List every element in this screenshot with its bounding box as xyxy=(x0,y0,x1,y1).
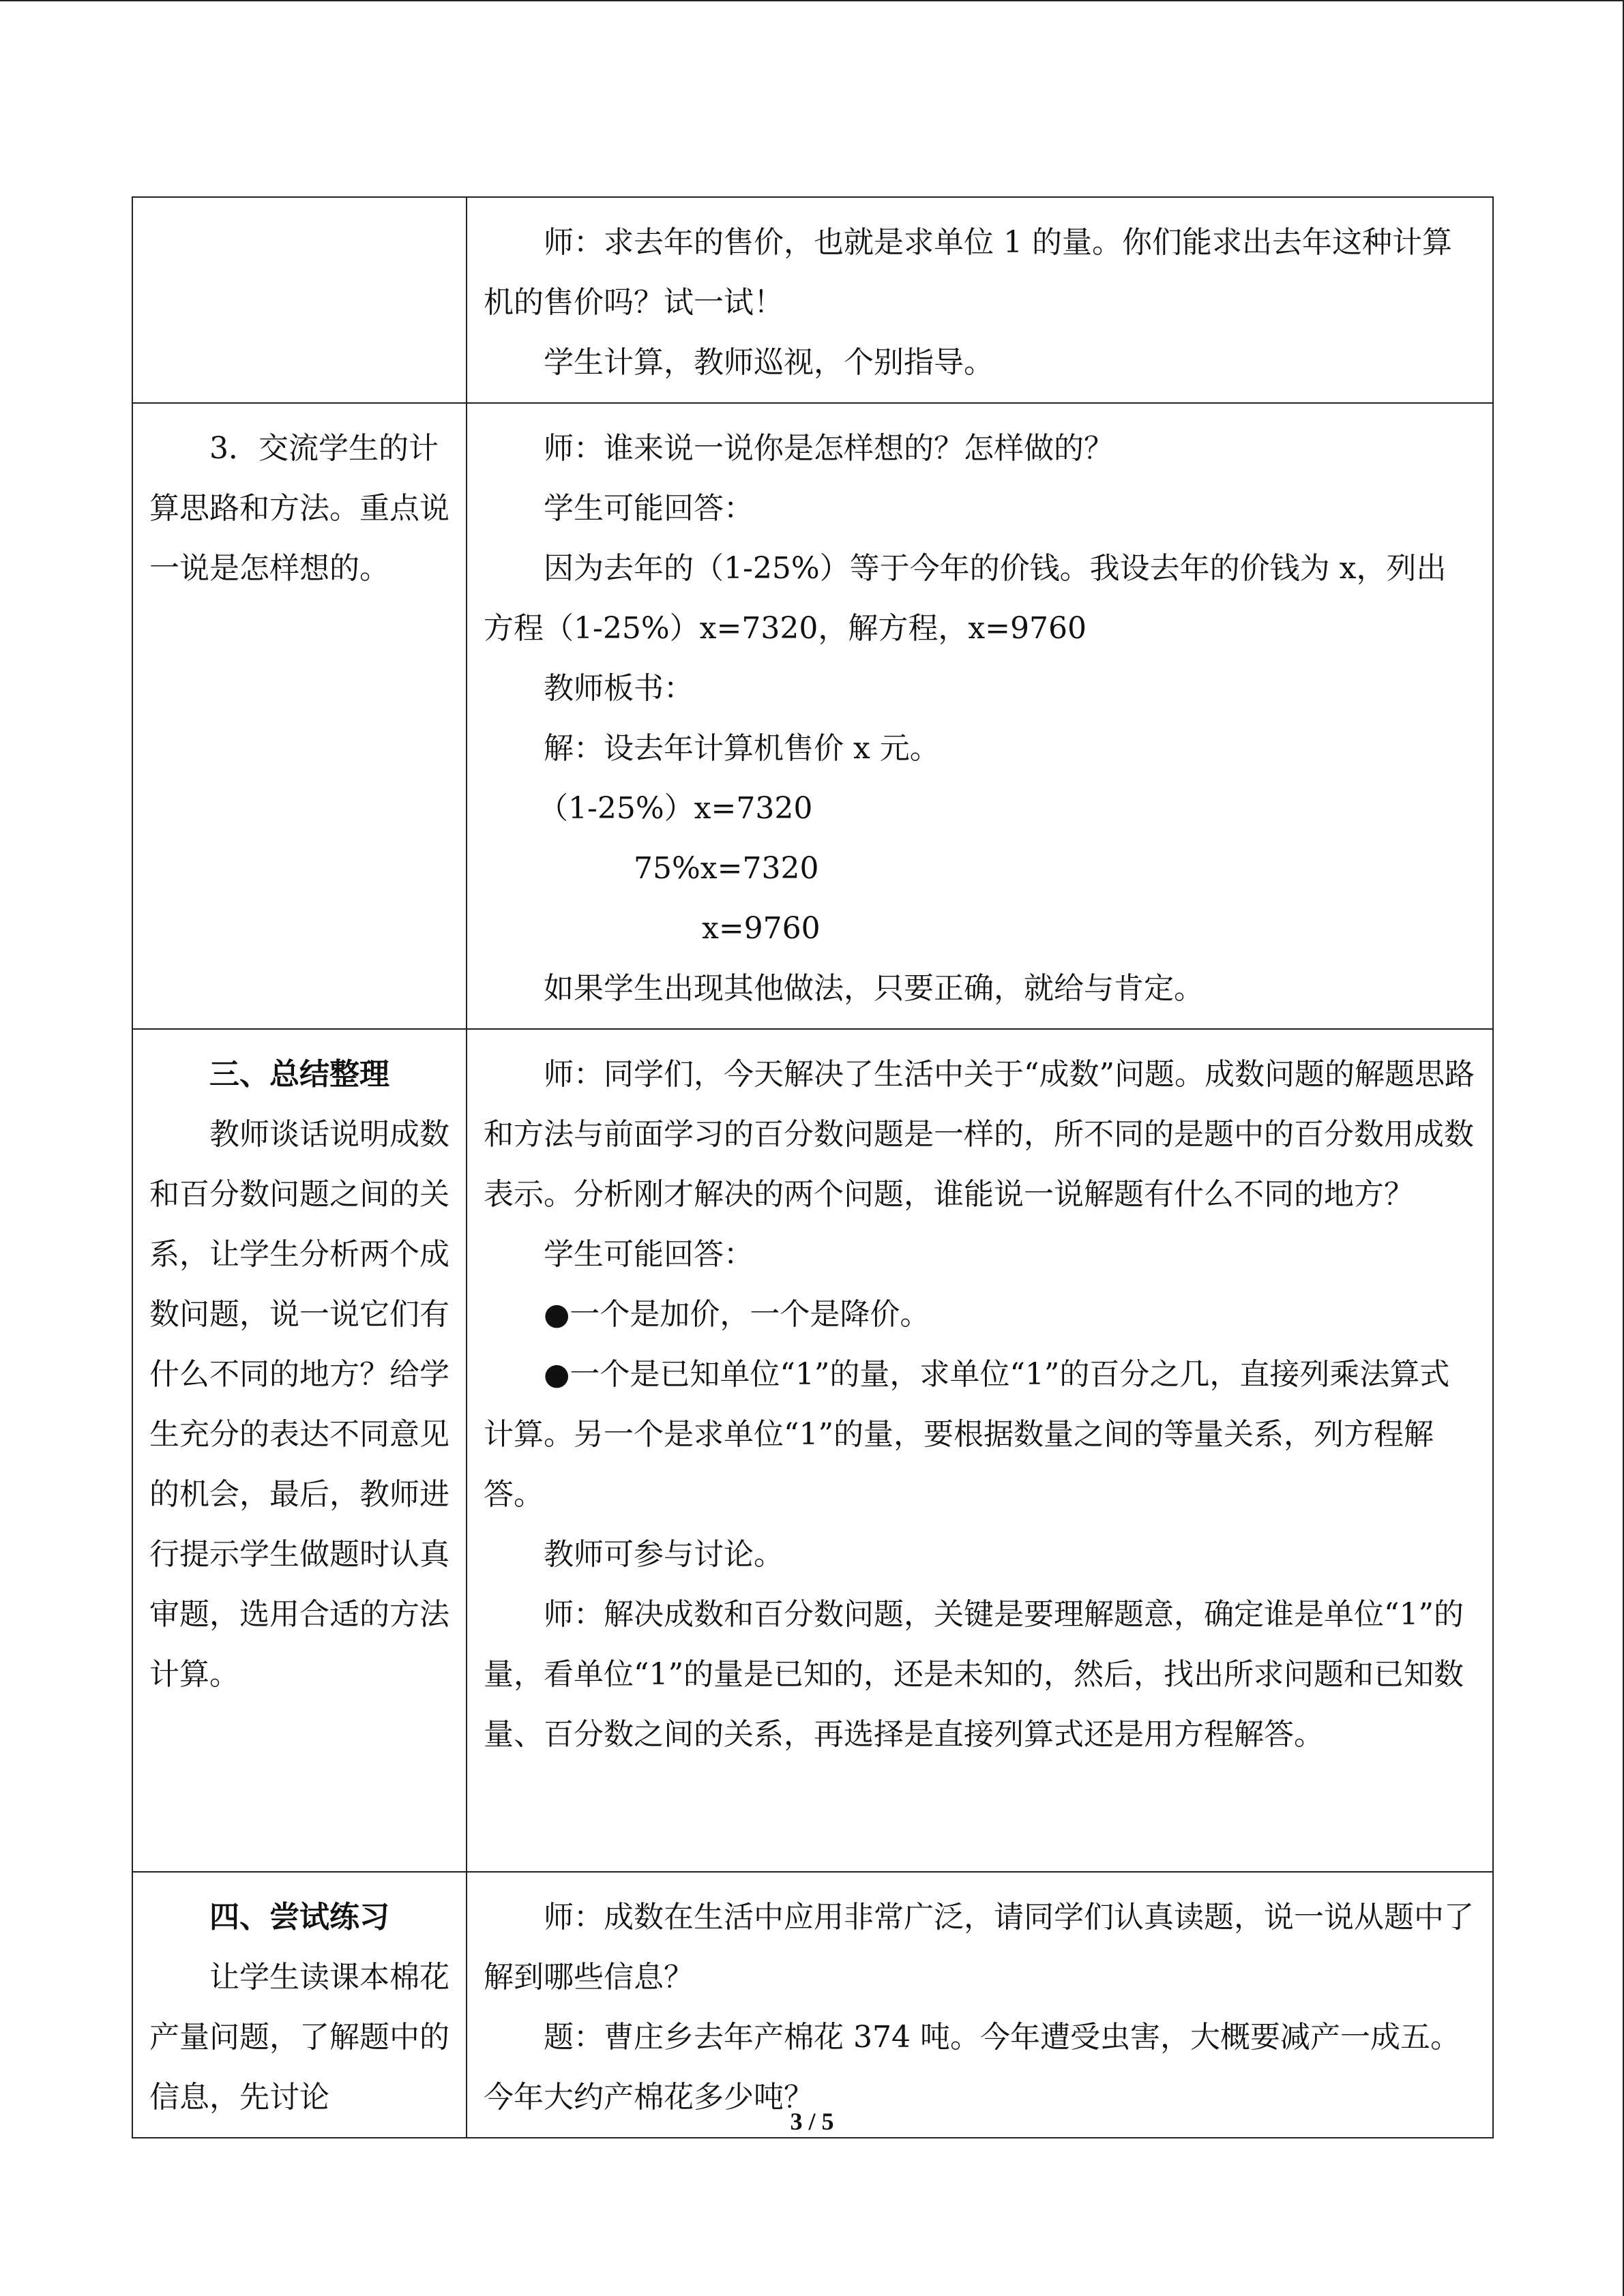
equation-line: （1-25%）x=7320 xyxy=(538,791,813,826)
section-heading: 三、总结整理 xyxy=(209,1057,389,1092)
activity-cell xyxy=(467,1029,1493,1872)
table-row xyxy=(132,403,1493,1029)
activity-cell xyxy=(467,403,1493,1029)
equation-line: 75%x=7320 xyxy=(634,851,819,886)
equation-line: x=9760 xyxy=(702,911,821,946)
paragraph: 因为去年的（1-25%）等于今年的价钱。我设去年的价钱为 x，列出方程（1-25%）x=7320，解方程，x=9760 xyxy=(484,551,1447,646)
page-top-border xyxy=(0,0,1624,1)
activity-cell xyxy=(467,1872,1493,2138)
process-cell xyxy=(132,197,467,403)
paragraph: 教师谈话说明成数和百分数问题之间的关系，让学生分析两个成数问题，说一说它们有什么不同的地方？给学生充分的表达不同意见的机会，最后，教师进行提示学生做题时认真审题，选用合适的方法计算。 xyxy=(149,1117,449,1692)
process-cell xyxy=(132,1872,467,2138)
paragraph: 师：同学们，今天解决了生活中关于“成数”问题。成数问题的解题思路和方法与前面学习的百分数问题是一样的，所不同的是题中的百分数用成数表示。分析刚才解决的两个问题，谁能说一说解题有什么不同的地方？ xyxy=(484,1057,1475,1212)
process-cell xyxy=(132,1029,467,1872)
paragraph: 教师板书： xyxy=(544,671,694,706)
page-number: 3 / 5 xyxy=(790,2108,834,2135)
table-row xyxy=(132,1029,1493,1872)
paragraph: 3．交流学生的计算思路和方法。重点说一说是怎样想的。 xyxy=(149,431,449,586)
process-cell xyxy=(132,403,467,1029)
paragraph: 教师可参与讨论。 xyxy=(544,1537,784,1572)
lesson-plan-table xyxy=(132,196,1494,2138)
table-row xyxy=(132,197,1493,403)
paragraph: ●一个是加价，一个是降价。 xyxy=(544,1297,930,1332)
paragraph: 学生可能回答： xyxy=(544,1237,754,1272)
paragraph: 如果学生出现其他做法，只要正确，就给与肯定。 xyxy=(544,971,1204,1006)
table-row xyxy=(132,1872,1493,2138)
section-heading: 四、尝试练习 xyxy=(209,1900,389,1935)
paragraph: 师：求去年的售价，也就是求单位 1 的量。你们能求出去年这种计算机的售价吗？试一试！ xyxy=(484,225,1452,320)
paragraph: 师：成数在生活中应用非常广泛，请同学们认真读题，说一说从题中了解到哪些信息？ xyxy=(484,1900,1474,1995)
activity-cell xyxy=(467,197,1493,403)
paragraph: 学生可能回答： xyxy=(544,491,754,526)
paragraph: 学生计算，教师巡视，个别指导。 xyxy=(544,345,994,380)
paragraph: 题：曹庄乡去年产棉花 374 吨。今年遭受虫害，大概要减产一成五。今年大约产棉花多少吨？ xyxy=(484,2020,1460,2115)
paragraph: 师：谁来说一说你是怎样想的？怎样做的？ xyxy=(544,431,1114,466)
paragraph: ●一个是已知单位“1”的量，求单位“1”的百分之几，直接列乘法算式计算。另一个是求单位“1”的量，要根据数量之间的等量关系，列方程解答。 xyxy=(484,1357,1450,1512)
paragraph: 师：解决成数和百分数问题，关键是要理解题意，确定谁是单位“1”的量，看单位“1”的量是已知的，还是未知的，然后，找出所求问题和已知数量、百分数之间的关系，再选择是直接列算式还是用方程解答。 xyxy=(484,1597,1464,1752)
paragraph: 让学生读课本棉花产量问题，了解题中的信息，先讨论 xyxy=(149,1960,449,2115)
paragraph: 解：设去年计算机售价 x 元。 xyxy=(544,731,940,766)
